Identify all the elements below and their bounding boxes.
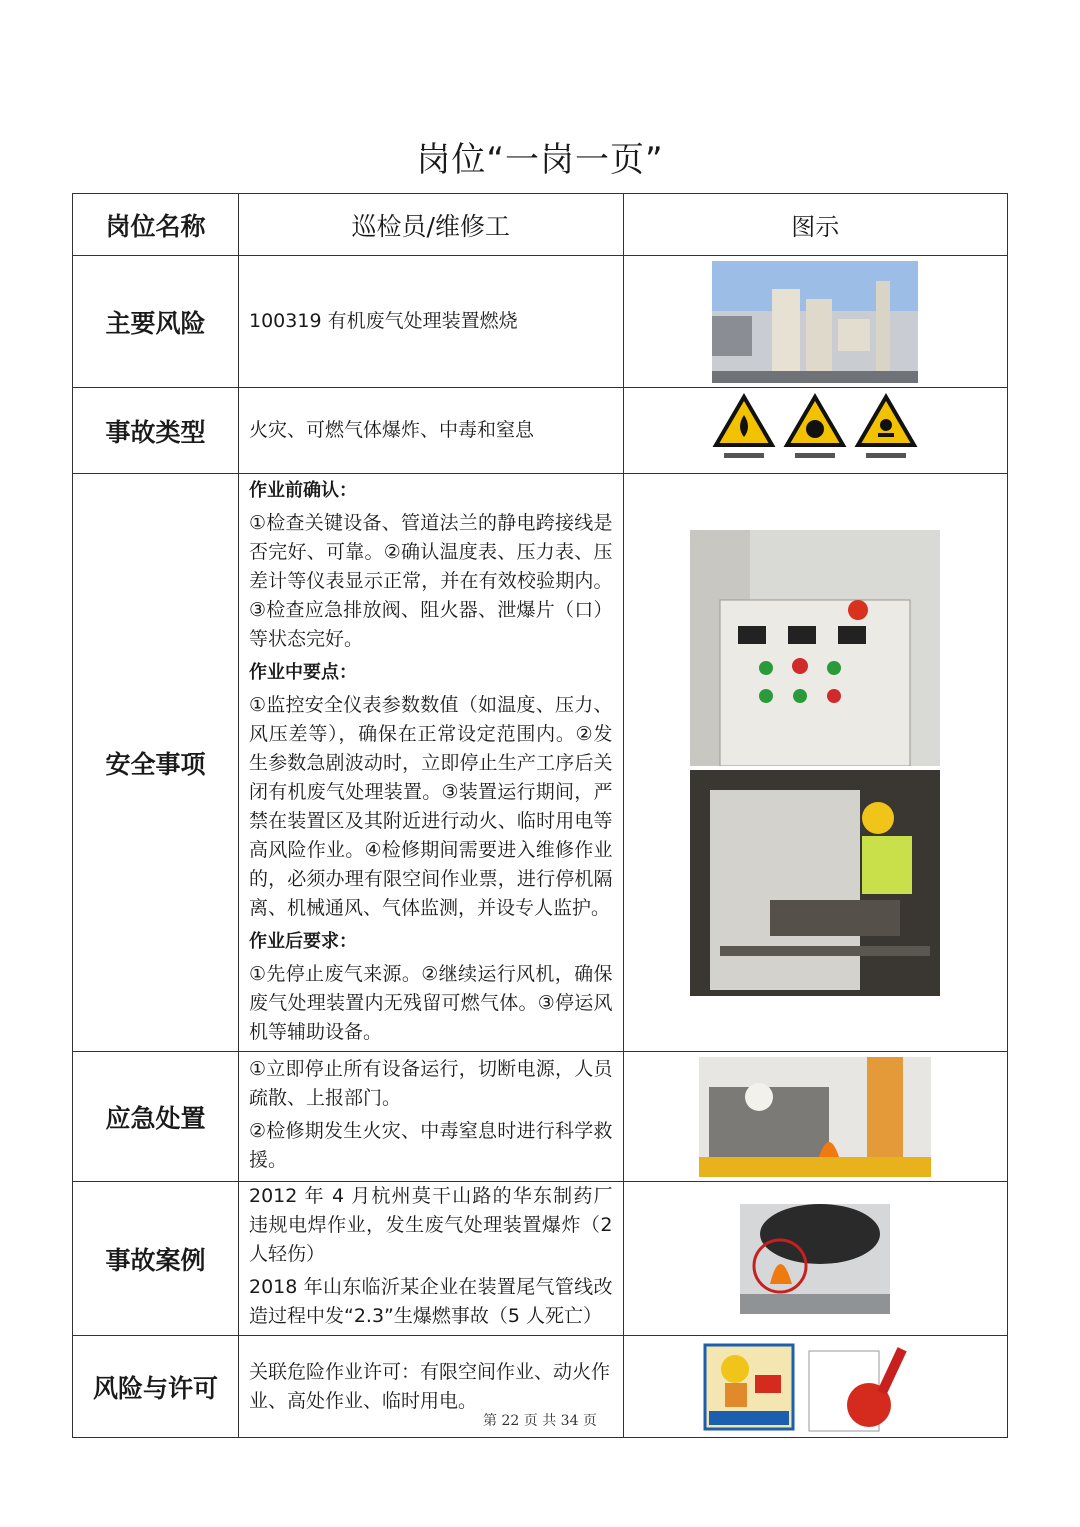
page-title: 岗位“一岗一页”: [416, 140, 664, 180]
emergency-photo-cell: [623, 1052, 1008, 1182]
pre-work-heading: 作业前确认：: [249, 480, 357, 501]
accident-case-2: 2018 年山东临沂某企业在装置尾气管线改造过程中发“2.3”生爆燃事故（5 人死亡）: [249, 1276, 613, 1327]
header-illustration-label: 图示: [623, 194, 1008, 256]
pre-work-title: 作业前确认: [249, 480, 339, 501]
fire-warning-icon: [716, 397, 772, 445]
risk-permit-label: 风险与许可: [73, 1336, 239, 1438]
safety-photos-cell: [623, 474, 1008, 1052]
during-work-heading: 作业中要点：: [249, 662, 357, 683]
row-accident-cases: [73, 1182, 1008, 1336]
main-risk-label: 主要风险: [73, 256, 239, 388]
during-work-title: 作业中要点: [249, 662, 339, 683]
post-table: [72, 193, 1008, 1438]
safety-items-label: 安全事项: [73, 474, 239, 1052]
row-main-risk: [73, 256, 1008, 388]
header-row: [73, 194, 1008, 256]
accident-photo-cell: [623, 1182, 1008, 1336]
accident-cases-content: [239, 1182, 624, 1336]
header-post-name-value: 巡检员/维修工: [239, 194, 624, 256]
control-panel-photo: [690, 530, 940, 766]
row-safety-items: [73, 474, 1008, 1052]
post-work-heading: 作业后要求：: [249, 931, 357, 952]
explosion-warning-icon: [787, 397, 843, 445]
gas-treatment-unit-photo: [712, 261, 918, 383]
emergency-step-1: ①立即停止所有设备运行，切断电源，人员疏散、上报部门。: [249, 1057, 613, 1109]
pre-work-text: ①检查关键设备、管道法兰的静电跨接线是否完好、可靠。②确认温度表、压力表、压差计等仪表显示正常，并在有效校验期内。③检查应急排放阀、阻火器、泄爆片（口）等状态完好。: [249, 512, 613, 650]
explosion-fire-photo: [740, 1204, 890, 1314]
header-post-name-label: 岗位名称: [73, 194, 239, 256]
accident-cases-label: 事故案例: [73, 1182, 239, 1336]
post-work-text: ①先停止废气来源。②继续运行风机，确保废气处理装置内无残留可燃气体。③停运风机等辅助设备。: [249, 963, 613, 1043]
main-risk-photo-cell: [623, 256, 1008, 388]
risk-permit-text: 关联危险作业许可：有限空间作业、动火作业、高处作业、临时用电。: [239, 1336, 624, 1438]
row-accident-type: [73, 388, 1008, 474]
page-footer: 第 22 页 共 34 页: [483, 1413, 597, 1429]
rescue-drill-photo: [699, 1057, 931, 1177]
accident-type-label: 事故类型: [73, 388, 239, 474]
safety-items-content: [239, 474, 624, 1052]
warning-signs-image: [712, 393, 918, 469]
emergency-content: [239, 1052, 624, 1182]
emergency-step-2: ②检修期发生火灾、中毒窒息时进行科学救援。: [249, 1119, 613, 1171]
accident-case-1: 2012 年 4 月杭州莫干山路的华东制药厂违规电焊作业，发生废气处理装置爆炸（2 人轻伤）: [249, 1185, 613, 1265]
accident-type-signs-cell: [623, 388, 1008, 474]
accident-type-text: 火灾、可燃气体爆炸、中毒和窒息: [239, 388, 624, 474]
poison-warning-icon: [858, 397, 914, 445]
emergency-label: 应急处置: [73, 1052, 239, 1182]
row-emergency: [73, 1052, 1008, 1182]
maintenance-worker-photo: [690, 770, 940, 996]
during-work-text: ①监控安全仪表参数数值（如温度、压力、风压差等），确保在正常设定范围内。②发生参数急剧波动时，立即停止生产工序后关闭有机废气处理装置。③装置运行期间，严禁在装置区及其附近进行动火、临时用电等高风险作业。④检修期间需要进入维修作业的，必须办理有限空间作业票，进行停机隔离、机械通风、气体监测，并设专人监护。: [249, 694, 613, 919]
main-risk-text: 100319 有机废气处理装置燃烧: [239, 256, 624, 388]
post-work-title: 作业后要求: [249, 931, 339, 952]
